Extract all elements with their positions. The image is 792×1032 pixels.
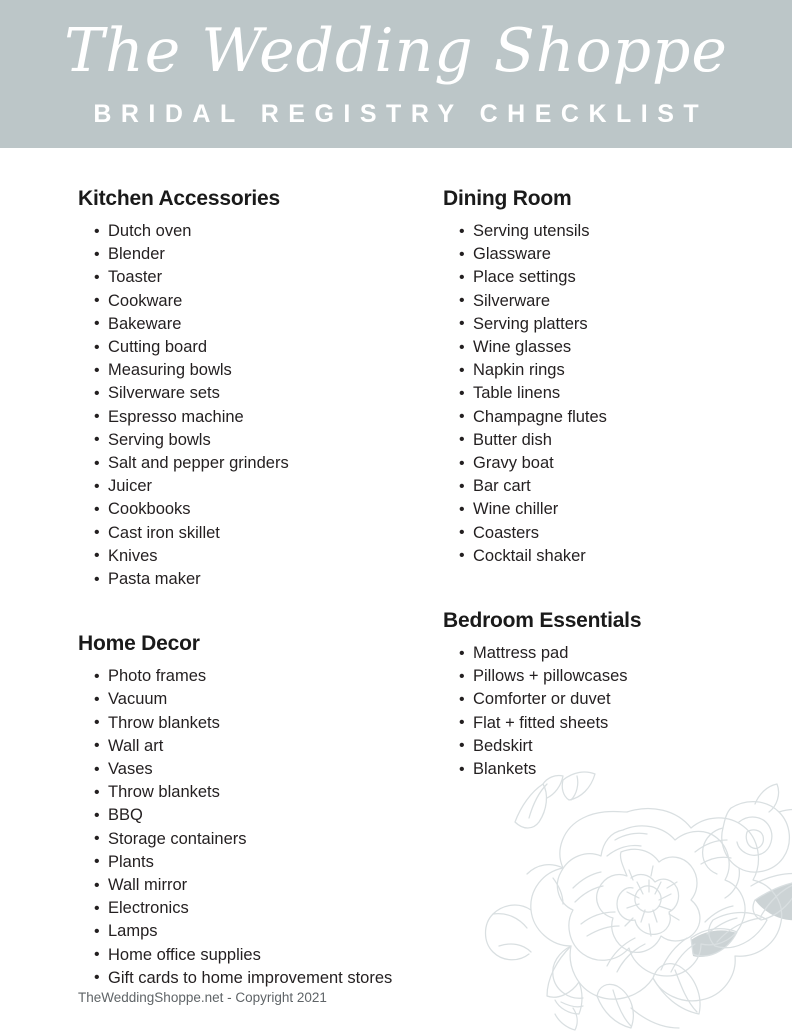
- list-item[interactable]: • BBQ: [78, 804, 428, 827]
- list-item[interactable]: • Storage containers: [78, 828, 428, 851]
- section-title-dining-room: Dining Room: [443, 187, 572, 210]
- list-item[interactable]: • Knives: [78, 545, 428, 568]
- list-item[interactable]: • Salt and pepper grinders: [78, 452, 428, 475]
- list-item[interactable]: • Mattress pad: [443, 642, 773, 665]
- list-item[interactable]: • Champagne flutes: [443, 406, 773, 429]
- document-subtitle: BRIDAL REGISTRY CHECKLIST: [93, 100, 709, 128]
- list-item[interactable]: • Comforter or duvet: [443, 688, 773, 711]
- list-item[interactable]: • Blankets: [443, 758, 773, 781]
- list-item[interactable]: • Cocktail shaker: [443, 545, 773, 568]
- list-item[interactable]: • Toaster: [78, 266, 428, 289]
- list-item[interactable]: • Flat + fitted sheets: [443, 712, 773, 735]
- list-item[interactable]: • Cookware: [78, 290, 428, 313]
- list-item[interactable]: • Wine chiller: [443, 498, 773, 521]
- list-item[interactable]: • Vacuum: [78, 688, 428, 711]
- footer-copyright: TheWeddingShoppe.net - Copyright 2021: [78, 990, 327, 1005]
- list-item[interactable]: • Photo frames: [78, 665, 428, 688]
- list-item[interactable]: • Espresso machine: [78, 406, 428, 429]
- list-bedroom-essentials: [443, 642, 773, 781]
- list-item[interactable]: • Electronics: [78, 897, 428, 920]
- list-item[interactable]: • Throw blankets: [78, 781, 428, 804]
- list-dining-room: [443, 220, 773, 568]
- right-column: [443, 148, 773, 781]
- list-item[interactable]: • Napkin rings: [443, 359, 773, 382]
- list-item[interactable]: • Bar cart: [443, 475, 773, 498]
- list-item[interactable]: • Serving platters: [443, 313, 773, 336]
- list-home-decor: [78, 665, 428, 990]
- list-kitchen-accessories: [78, 220, 428, 591]
- list-item[interactable]: • Cookbooks: [78, 498, 428, 521]
- brand-wordmark: The Wedding Shoppe: [64, 16, 728, 86]
- list-item[interactable]: • Wall mirror: [78, 874, 428, 897]
- section-title-kitchen-accessories: Kitchen Accessories: [78, 187, 281, 210]
- list-item[interactable]: • Measuring bowls: [78, 359, 428, 382]
- list-item[interactable]: • Blender: [78, 243, 428, 266]
- list-item[interactable]: • Vases: [78, 758, 428, 781]
- list-item[interactable]: • Dutch oven: [78, 220, 428, 243]
- section-title-home-decor: Home Decor: [78, 632, 200, 656]
- list-item[interactable]: • Throw blankets: [78, 712, 428, 735]
- list-item[interactable]: • Plants: [78, 851, 428, 874]
- list-item[interactable]: • Silverware sets: [78, 382, 428, 405]
- list-item[interactable]: • Cast iron skillet: [78, 522, 428, 545]
- list-item[interactable]: • Wine glasses: [443, 336, 773, 359]
- list-item[interactable]: • Juicer: [78, 475, 428, 498]
- list-item[interactable]: • Table linens: [443, 382, 773, 405]
- list-item[interactable]: • Gravy boat: [443, 452, 773, 475]
- section-title-bedroom-essentials: Bedroom Essentials: [443, 609, 642, 633]
- list-item[interactable]: • Serving utensils: [443, 220, 773, 243]
- list-item[interactable]: • Lamps: [78, 920, 428, 943]
- peony-floral-icon: [455, 770, 792, 1032]
- list-item[interactable]: • Silverware: [443, 290, 773, 313]
- list-item[interactable]: • Home office supplies: [78, 944, 428, 967]
- list-item[interactable]: • Gift cards to home improvement stores: [78, 967, 428, 990]
- list-item[interactable]: • Pillows + pillowcases: [443, 665, 773, 688]
- list-item[interactable]: • Bakeware: [78, 313, 428, 336]
- list-item[interactable]: • Place settings: [443, 266, 773, 289]
- list-item[interactable]: • Wall art: [78, 735, 428, 758]
- list-item[interactable]: • Cutting board: [78, 336, 428, 359]
- list-item[interactable]: • Butter dish: [443, 429, 773, 452]
- list-item[interactable]: • Glassware: [443, 243, 773, 266]
- list-item[interactable]: • Serving bowls: [78, 429, 428, 452]
- list-item[interactable]: • Pasta maker: [78, 568, 428, 591]
- list-item[interactable]: • Coasters: [443, 522, 773, 545]
- list-item[interactable]: • Bedskirt: [443, 735, 773, 758]
- header-banner: [0, 0, 792, 148]
- left-column: [78, 148, 428, 990]
